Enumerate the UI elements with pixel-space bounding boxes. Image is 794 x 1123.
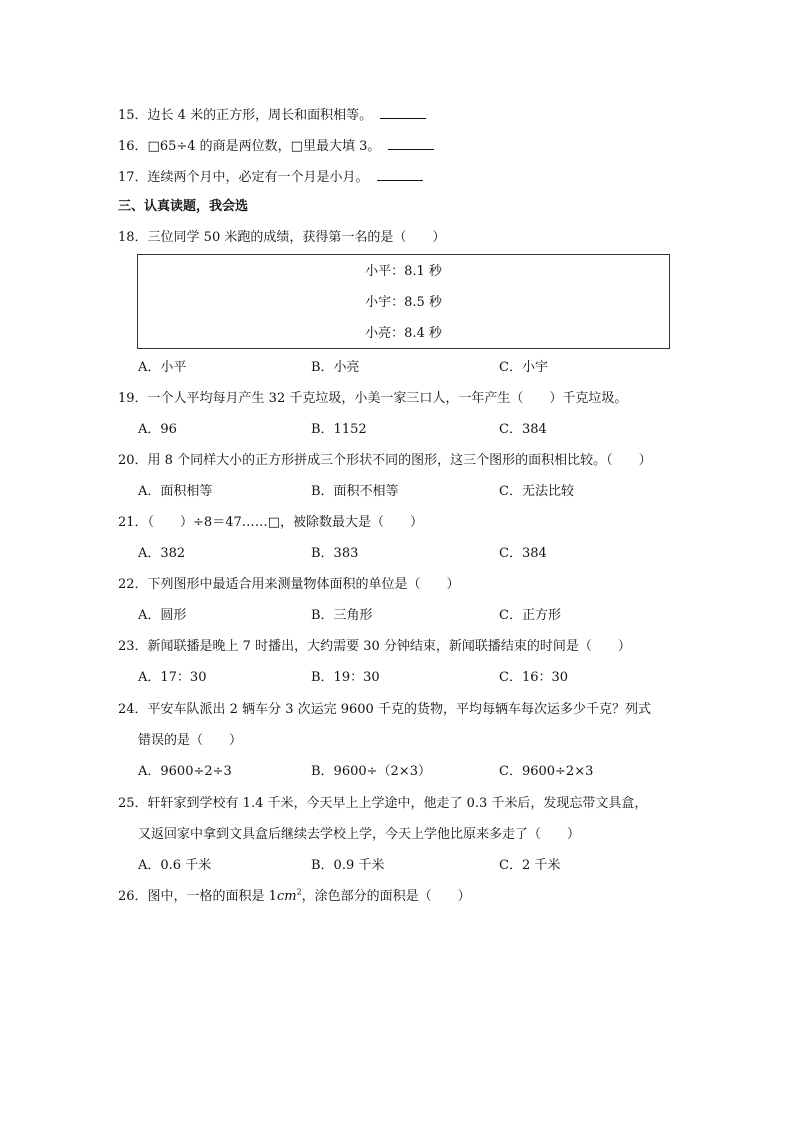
answer-blank-15[interactable] — [380, 106, 426, 119]
question-19-text: 19．一个人平均每月产生 32 千克垃圾，小美一家三口人，一年产生（ ）千克垃圾。 — [118, 391, 628, 406]
question-17-text: 17．连续两个月中，必定有一个月是小月。 — [118, 170, 369, 185]
q23-option-c[interactable]: C．16：30 — [499, 670, 569, 685]
question-24-text-line-1: 24．平安车队派出 2 辆车分 3 次运完 9600 千克的货物，平均每辆车每次运多少千克？列式 — [118, 702, 651, 717]
q21-option-c[interactable]: C．384 — [499, 546, 547, 561]
q21-option-a[interactable]: A．382 — [138, 546, 186, 561]
q23-option-a[interactable]: A．17：30 — [138, 670, 207, 685]
question-26-unit: cm — [276, 889, 297, 904]
section-3-title: 三、认真读题，我会选 — [118, 199, 249, 214]
q18-option-b[interactable]: B．小亮 — [311, 360, 360, 375]
q22-option-c[interactable]: C．正方形 — [499, 608, 561, 623]
q20-option-a[interactable]: A．面积相等 — [138, 484, 213, 499]
q25-option-c[interactable]: C．2 千米 — [499, 858, 561, 873]
q25-option-b[interactable]: B．0.9 千米 — [311, 858, 385, 873]
q20-option-b[interactable]: B．面积不相等 — [311, 484, 399, 499]
question-24-text-line-2: 错误的是（ ） — [138, 733, 243, 748]
question-26 — [118, 889, 471, 905]
q24-option-b[interactable]: B．9600÷（2×3） — [311, 764, 431, 779]
question-15-text: 15．边长 4 米的正方形，周长和面积相等。 — [118, 108, 373, 123]
question-26-exponent: 2 — [296, 887, 302, 897]
q24-option-c[interactable]: C．9600÷2×3 — [499, 764, 594, 779]
question-26-suffix: ，涂色部分的面积是（ ） — [301, 889, 471, 904]
q18-option-a[interactable]: A．小平 — [138, 360, 187, 375]
q20-option-c[interactable]: C．无法比较 — [499, 484, 574, 499]
q19-option-b[interactable]: B．1152 — [311, 422, 367, 437]
q21-option-b[interactable]: B．383 — [311, 546, 359, 561]
question-25-text-line-2: 又返回家中拿到文具盒后继续去学校上学，今天上学他比原来多走了（ ） — [138, 827, 581, 842]
q18-result-3: 小亮：8.4 秒 — [365, 326, 442, 341]
q18-results-box — [137, 254, 670, 349]
question-23-text: 23．新闻联播是晚上 7 时播出，大约需要 30 分钟结束，新闻联播结束的时间是（ ） — [118, 639, 631, 654]
q23-option-b[interactable]: B．19：30 — [311, 670, 380, 685]
q24-option-a[interactable]: A．9600÷2÷3 — [138, 764, 232, 779]
q18-option-c[interactable]: C．小宇 — [499, 360, 548, 375]
question-20-text: 20．用 8 个同样大小的正方形拼成三个形状不同的图形，这三个图形的面积相比较。（ ） — [118, 453, 652, 468]
q19-option-a[interactable]: A．96 — [138, 422, 177, 437]
q18-result-2: 小宇：8.5 秒 — [365, 295, 442, 310]
answer-blank-16[interactable] — [388, 137, 434, 150]
answer-blank-17[interactable] — [377, 168, 423, 181]
question-25-text-line-1: 25．轩轩家到学校有 1.4 千米，今天早上上学途中，他走了 0.3 千米后，发现忘带文具盒， — [118, 796, 648, 811]
q19-option-c[interactable]: C．384 — [499, 422, 547, 437]
question-16 — [118, 137, 434, 155]
q25-option-a[interactable]: A．0.6 千米 — [138, 858, 212, 873]
question-22-text: 22．下列图形中最适合用来测量物体面积的单位是（ ） — [118, 577, 460, 592]
question-21-text: 21．（ ）÷8＝47……□，被除数最大是（ ） — [118, 515, 424, 530]
q22-option-a[interactable]: A．圆形 — [138, 608, 187, 623]
question-17 — [118, 168, 423, 186]
question-15 — [118, 106, 426, 124]
q18-result-1: 小平：8.1 秒 — [365, 264, 442, 279]
question-18-text: 18．三位同学 50 米跑的成绩，获得第一名的是（ ） — [118, 230, 446, 245]
question-16-text: 16．□65÷4 的商是两位数，□里最大填 3。 — [118, 139, 381, 154]
q22-option-b[interactable]: B．三角形 — [311, 608, 373, 623]
question-26-prefix: 26．图中，一格的面积是 1 — [118, 889, 277, 904]
